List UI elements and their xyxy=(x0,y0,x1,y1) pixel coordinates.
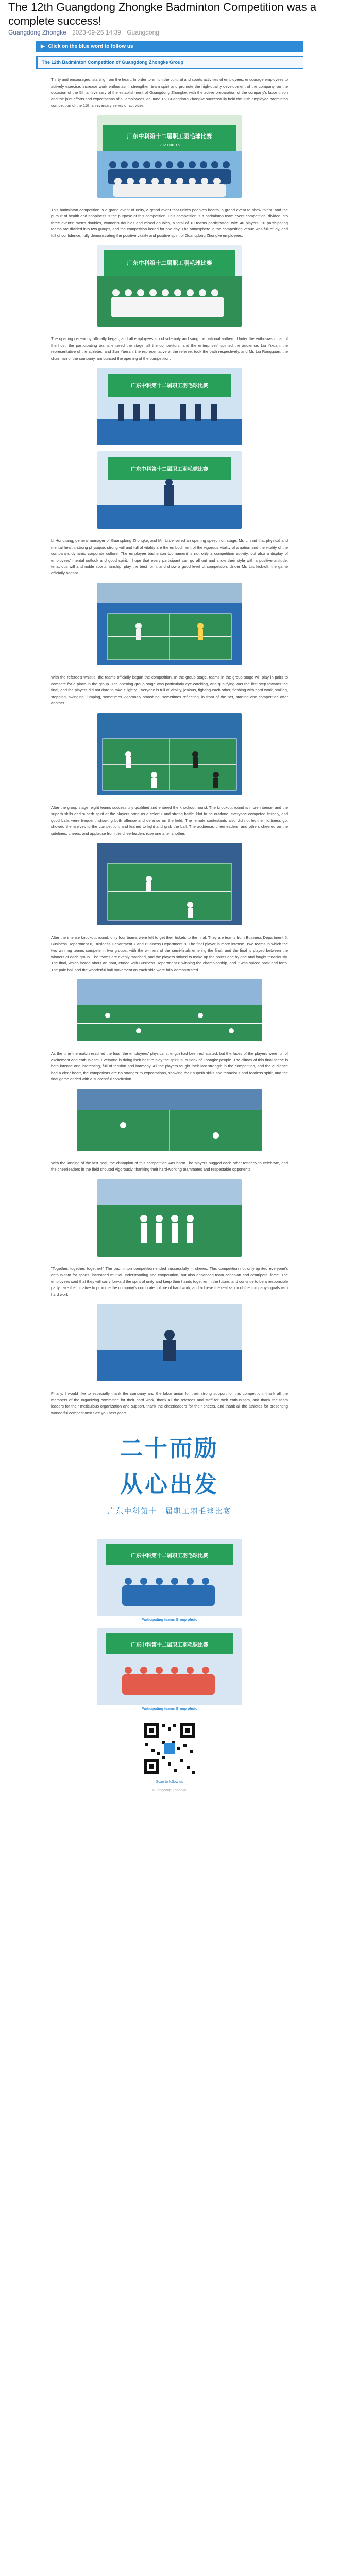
paragraph-5: With the referee's whistle, the teams officially began the competition. In the group stage, teams in the group stage will play in pairs to compete for a place in the group. The opening group stage was particularly eye-catching, and qualifying was the first step towards the final, and the players did not dare to take it lightly. Everyone is full of vitality, jealous, fighting each other, flashing with hard work, smiling, stepping, swinging, jumping, sometimes vigorously smashing, sometimes reflecting, in front of the net, starting one competition after another. xyxy=(51,675,288,705)
paragraph-10: "Together, together, together!" The badminton competition ended successfully in cheers. This competition not only ignited everyone's enthusiasm for sports, increased mutual understanding and cooperation, but also enhanced team cohesion and centripetal force. The employees said that they will carry forward the spirit of unity and keep their hands together in the future, and continue to be a responsible party, take the initiative to promote the company's corporate culture of hard work, and achieve the realization of the company's goals with hard work. xyxy=(51,1266,288,1297)
calligraphy-line-2: 从心出发 xyxy=(120,1471,219,1498)
photo-celebration xyxy=(97,1179,242,1257)
account-name[interactable]: Guangdong Zhongke xyxy=(8,29,66,36)
paragraph-2: This badminton competition is a grand event of unity, a grand event that unites people's hearts, a grand event to show talent, and the pursuit of health and happiness is the purpose of this competition. This competition is a badminton team event competition, divided into three events: men's doubles, women's doubles and mixed doubles, a total of 10 teams participated, with 40 players. 10 participating teams are divided into two groups, and the competition lasted for one day. The atmosphere in the competition venue was full of joy, and full of confidence, fully demonstrating the positive vitality and positive spirit of Guangdong Zhongke employees. xyxy=(51,207,288,238)
paragraph-1: Thirty and encouraged, starting from the heart. In order to enrich the cultural and sports activities of employees, encourage employees to actively exercise, increase work enthusiasm, strengthen team spirit and promote the high-quality development of the company, on the occasion of the 5th anniversary of the establishment of Guangdong Zhongke, with the active preparation of the company's labor union and the joint efforts and expectations of all employees, on June 15, Guangdong Zhongke successfully held the 12th employee badminton competition of the 11th anniversary series of activities. xyxy=(51,77,289,108)
banner-text-4: 广东中科第十二届职工羽毛球比赛 xyxy=(131,467,208,472)
follow-bar-label: Click on the blue word to follow us xyxy=(48,44,133,49)
banner-text-6: 广东中科第十二届职工羽毛球比赛 xyxy=(131,1642,208,1648)
photo-final-match xyxy=(77,1089,262,1151)
article-title: The 12th Guangdong Zhongke Badminton Competition was a complete success! xyxy=(8,1,317,27)
calligraphy-graphic xyxy=(97,1425,242,1533)
photo-court-overview xyxy=(77,979,262,1041)
paragraph-4: Li Hongliang, general manager of Guangdong Zhongke, and Mr. Li delivered an opening speech on stage. Mr. Li said that physical and mental health, strong physique, strong will and full of vitality are the embodiment of the vigorous vitality of a nation and the vitality of the company's dynamic corporate culture. The employee badminton tournament is not only a competition activity, but also a display of employees' mental outlook and good spirit. I hope that every participant can go all out and show their style with a positive attitude, tenacious will and noble sportsmanship, play the best form, and show a good level of competition. Under Mr. Li's kick-off, the game officially began! xyxy=(51,538,288,575)
photo-group-banner-1 xyxy=(97,115,242,198)
article-content xyxy=(36,41,303,1792)
paragraph-11: Finally, I would like to especially thank the company and the labor union for their strong support for this competition, thank all the members of the organizing committee for their hard work, thank all the referees and staff for their enthusiasm, and thank the team leaders for their meticulous organization and support, thank the cheerleaders for their cheers, and thank all the athletes for presenting wonderful competitions! See you next year! xyxy=(51,1391,288,1415)
caption-group-photo-1: Participating teams Group photo xyxy=(141,1618,198,1622)
photo-opening-ceremony-1 xyxy=(97,368,242,445)
photo-court-action-3 xyxy=(97,843,242,925)
publish-date: 2023-09-26 14:39 xyxy=(72,29,121,36)
section-subtitle xyxy=(36,56,303,69)
arrow-icon: ▶ xyxy=(41,44,45,49)
paragraph-8: As the time the match reached the final, the employees' physical strength had been exhausted, but the faces of the players were full of excitement and enthusiasm, Everyone is doing their best to play the spiritual outlook of Zhongke people. The climax of this final scene is both intense and interesting, full of tension and harmony. All the players fought their last strength in the competition, and the audience had a clear heart, the competitors are no stranger to expectations, showing their superb skills and tenacious and fearless spirit, and the final game ended with a successful conclusion. xyxy=(51,1051,288,1081)
banner-text-5: 广东中科第十二届职工羽毛球比赛 xyxy=(131,1553,208,1559)
photo-team-group-1 xyxy=(97,1539,242,1616)
photo-trophy xyxy=(97,1304,242,1381)
qr-section xyxy=(139,1720,200,1784)
footer-account: Guangdong Zhongke xyxy=(152,1789,187,1792)
photo-team-group-2 xyxy=(97,1628,242,1705)
caption-group-photo-2: Participating teams Group photo xyxy=(141,1707,198,1711)
calligraphy-line-3: 广东中科第十二届职工羽毛球比赛 xyxy=(108,1507,231,1516)
photo-court-action-1 xyxy=(97,583,242,665)
photo-group-banner-2 xyxy=(97,245,242,327)
paragraph-3: The opening ceremony officially began, and all employees stood solemnly and sang the national anthem. Under the enthusiastic call of the host, the participating teams entered the stage, all the competitors, and the enterprises' spirited the audience. Liu Yixuan, the representative of the athletes, and Sun Yueran, the representative of the referee, took the oath respectively, and Mr. Liu Rongquan, the chairman of the company, announced the opening of the competition. xyxy=(51,336,288,361)
banner-date: 2023.06.15 xyxy=(159,143,180,147)
publish-location: Guangdong xyxy=(127,29,159,36)
paragraph-7: After the intense knockout round, only four teams were left to get their tickets to the final. They are teams from Business Department 5, Business Department 6, Business Department 7 and Business Department 8. The final player is more intense. Two teams in which the two winning teams compete in two groups, with the winners of the semi-finals entering the final, and the final is played between the winners of each group. The teams are evenly matched, and the players strived to make up the points one by one and fought tenaciously. The final, which lasted about an hour, ended with Business Department 8 winning the championship, and it was spiced back and forth. The pale ball and the wonderful ball movement on each side were fully demonstrated. xyxy=(51,935,288,972)
photo-opening-ceremony-2 xyxy=(97,451,242,529)
subtitle-text: The 12th Badminton Competition of Guangdong Zhongke Group xyxy=(42,60,183,65)
qr-caption: Scan to follow us xyxy=(156,1780,183,1784)
banner-text-2: 广东中科第十二届职工羽毛球比赛 xyxy=(127,260,212,266)
banner-text-3: 广东中科第十二届职工羽毛球比赛 xyxy=(131,383,208,389)
paragraph-6: After the group stage, eight teams successfully qualified and entered the knockout round. The knockout round is more intense, and the superb skills and superb spirit of the players bring us a colorful and strong battle. Not to be outdone, everyone competed fiercely, and good balls were frequent, showing both offense and defense on the field. The female contestants also did not let their loftiness go, showed themselves to the competition, and leaned to fight and grab the ball. The audience, cheerleaders, and others cheered on the sidelines, cheers, and applause from the cheerleaders rose one after another. xyxy=(51,805,288,836)
calligraphy-line-1: 二十而励 xyxy=(120,1435,219,1462)
photo-court-action-2 xyxy=(97,713,242,795)
follow-bar[interactable] xyxy=(36,41,303,52)
article-meta xyxy=(0,28,339,39)
qr-code[interactable] xyxy=(141,1720,198,1777)
banner-text: 广东中科第十二届职工羽毛球比赛 xyxy=(127,132,212,140)
paragraph-9: With the landing of the last goal, the champion of this competition was born! The players hugged each other tenderly to celebrate, and the cheerleaders in the field shouted vigorously, thanking their hard-working teammates and respectable opponents. xyxy=(51,1160,288,1172)
